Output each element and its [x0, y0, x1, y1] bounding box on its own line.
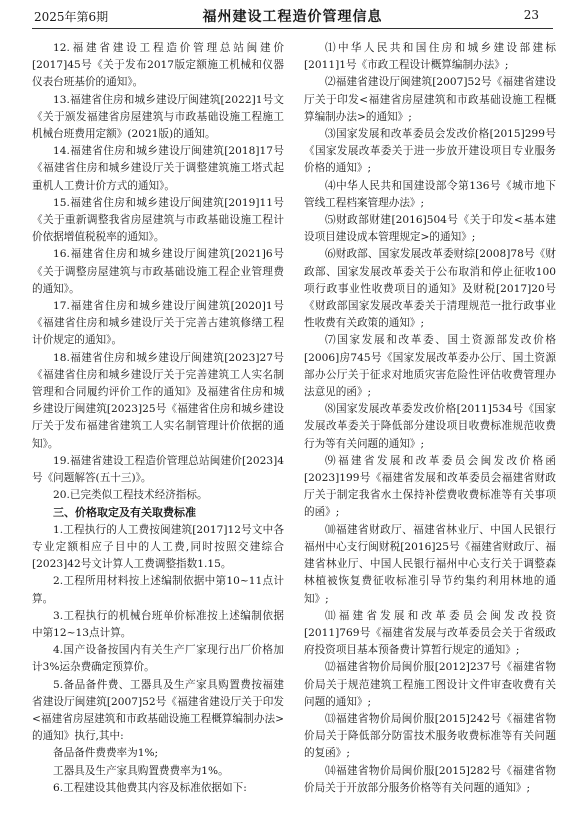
right-column — [304, 40, 556, 797]
page-number: 23 — [523, 8, 539, 22]
paragraph: ⑻国家发展改革委发改价格[2011]534号《国家发展改革委关于降低部分建设项目收费标准规范收费行为等有关问题的通知》; — [304, 403, 556, 450]
paragraph: 工器具及生产家具购置费费率为1%。 — [53, 764, 229, 777]
paragraph: 13.福建省住房和城乡建设厅闽建筑[2022]1号文《关于颁发福建省房屋建筑与市政基础设施工程施工机械台班费用定额》(2021版)的通知。 — [32, 93, 284, 141]
paragraph: ⑾福建省发展和改革委员会闽发改投资[2011]769号《福建省发展与改革委员会关于省级政府投资项目基本预备费计算暂行规定的通知》; — [304, 609, 556, 657]
paragraph: ⑺国家发展和改革委、国土资源部发改价格[2006]房745号《国家发展改革委办公厅、国土资源部办公厅关于征求对地质灾害危险性评估收费管理办法意见的函》; — [304, 334, 556, 399]
paragraph: ⑸财政部财建[2016]504号《关于印发<基本建设项目建设成本管理规定>的通知》; — [304, 214, 556, 244]
paragraph: 1.工程执行的人工费按闽建筑[2017]12号文中各专业定额相应子目中的人工费,同时按照交建综合[2023]42号文计算人工费调整指数1.15。 — [32, 523, 284, 571]
paragraph: 17.福建省住房和城乡建设厅闽建筑[2020]1号《福建省住房和城乡建设厅关于完善古建筑修缮工程计价规定的通知》。 — [32, 300, 284, 347]
paragraph: 3.工程执行的机械台班单价标准按上述编制依据中第12~13点计算。 — [32, 609, 284, 639]
left-column — [32, 40, 284, 797]
section-heading: 三、价格取定及有关取费标准 — [53, 506, 196, 520]
issue-label: 2025年第6期 — [34, 10, 109, 24]
page-header — [0, 0, 585, 30]
paragraph: 19.福建省建设工程造价管理总站闽建价[2023]4号《问题解答(五十三)》。 — [32, 454, 284, 485]
paragraph: 12.福建省建设工程造价管理总站闽建价[2017]45号《关于发布2017版定额施工机械和仪器仪表台班基价的通知》。 — [32, 42, 284, 89]
publication-title: 福州建设工程造价管理信息 — [202, 9, 383, 25]
paragraph: 6.工程建设其他费其内容及标准依据如下: — [53, 781, 247, 794]
paragraph: 5.备品备件费、工器具及生产家具购置费按福建省建设厅闽建筑[2007]52号《福建省建设厅关于印发<福建省房屋建筑和市政基础设施工程概算编制办法>的通知》执行,其中: — [32, 678, 284, 743]
paragraph: 4.国产设备按国内有关生产厂家现行出厂价格加计3%运杂费确定预算价。 — [32, 644, 284, 674]
paragraph: 14.福建省住房和城乡建设厅闽建筑[2018]17号《福建省住房和城乡建设厅关于调整建筑施工塔式起重机人工费计价方式的通知》。 — [32, 145, 284, 192]
paragraph: 16.福建省住房和城乡建设厅闽建筑[2021]6号《关于调整房屋建筑与市政基础设施工程企业管理费的通知》。 — [32, 248, 284, 295]
paragraph: 18.福建省住房和城乡建设厅闽建筑[2023]27号《福建省住房和城乡建设厅关于完善建筑工人实名制管理和合同履约评价工作的通知》及福建省住房和城乡建设厅闽建筑[2023]25号《福建省住房和城乡建设厅关于发布福建省建筑工人实名制管理计价依据的通知》。 — [32, 351, 284, 450]
paragraph: 备品备件费费率为1%; — [53, 747, 159, 760]
header-rule — [32, 28, 553, 29]
paragraph: ⑼福建省发展和改革委员会闽发改价格函[2023]199号《福建省发展和改革委员会福建省财政厅关于制定我省水土保持补偿费收费标准等有关事项的函》; — [304, 454, 556, 519]
paragraph: ⑽福建省财政厅、福建省林业厅、中国人民银行福州中心支行闽财税[2016]25号《福建省财政厅、福建省林业厅、中国人民银行福州中心支行关于调整森林植被恢复费征收标准引导节约集约利用林地的通知》; — [304, 523, 556, 605]
paragraph: ⑷中华人民共和国建设部令第136号《城市地下管线工程档案管理办法》; — [304, 179, 556, 209]
paragraph: ⑿福建省物价局闽价服[2012]237号《福建省物价局关于规范建筑工程施工图设计文件审查收费有关问题的通知》; — [304, 661, 556, 708]
paragraph: 2.工程所用材料按上述编制依据中第10~11点计算。 — [32, 575, 284, 605]
paragraph: ⑹财政部、国家发展改革委财综[2008]78号《财政部、国家发展改革委关于公布取消和停止征收100项行政事业性收费项目的通知》及财税[2017]20号《财政部国家发展改革委关于清理规范一批行政事业性收费有关政策的通知》; — [304, 248, 556, 330]
paragraph: ⑵福建省建设厅闽建筑[2007]52号《福建省建设厅关于印发<福建省房屋建筑和市政基础设施工程概算编制办法>的通知》; — [304, 76, 556, 123]
paragraph: 15.福建省住房和城乡建设厅闽建筑[2019]11号《关于重新调整我省房屋建筑与市政基础设施工程计价依据增值税税率的通知》。 — [32, 196, 284, 244]
paragraph: 20.已完类似工程技术经济指标。 — [53, 489, 208, 502]
paragraph: ⒀福建省物价局闽价服[2015]242号《福建省物价局关于降低部分防雷技术服务收费标准等有关问题的复函》; — [304, 712, 556, 760]
paragraph: ⑶国家发展和改革委员会发改价格[2015]299号《国家发展改革委关于进一步放开建设项目专业服务价格的通知》; — [304, 128, 556, 175]
paragraph: ⒁福建省物价局闽价服[2015]282号《福建省物价局关于开放部分服务价格等有关问题的通知》; — [304, 764, 556, 794]
paragraph: ⑴中华人民共和国住房和城乡建设部建标[2011]1号《市政工程设计概算编制办法》; — [304, 42, 556, 72]
